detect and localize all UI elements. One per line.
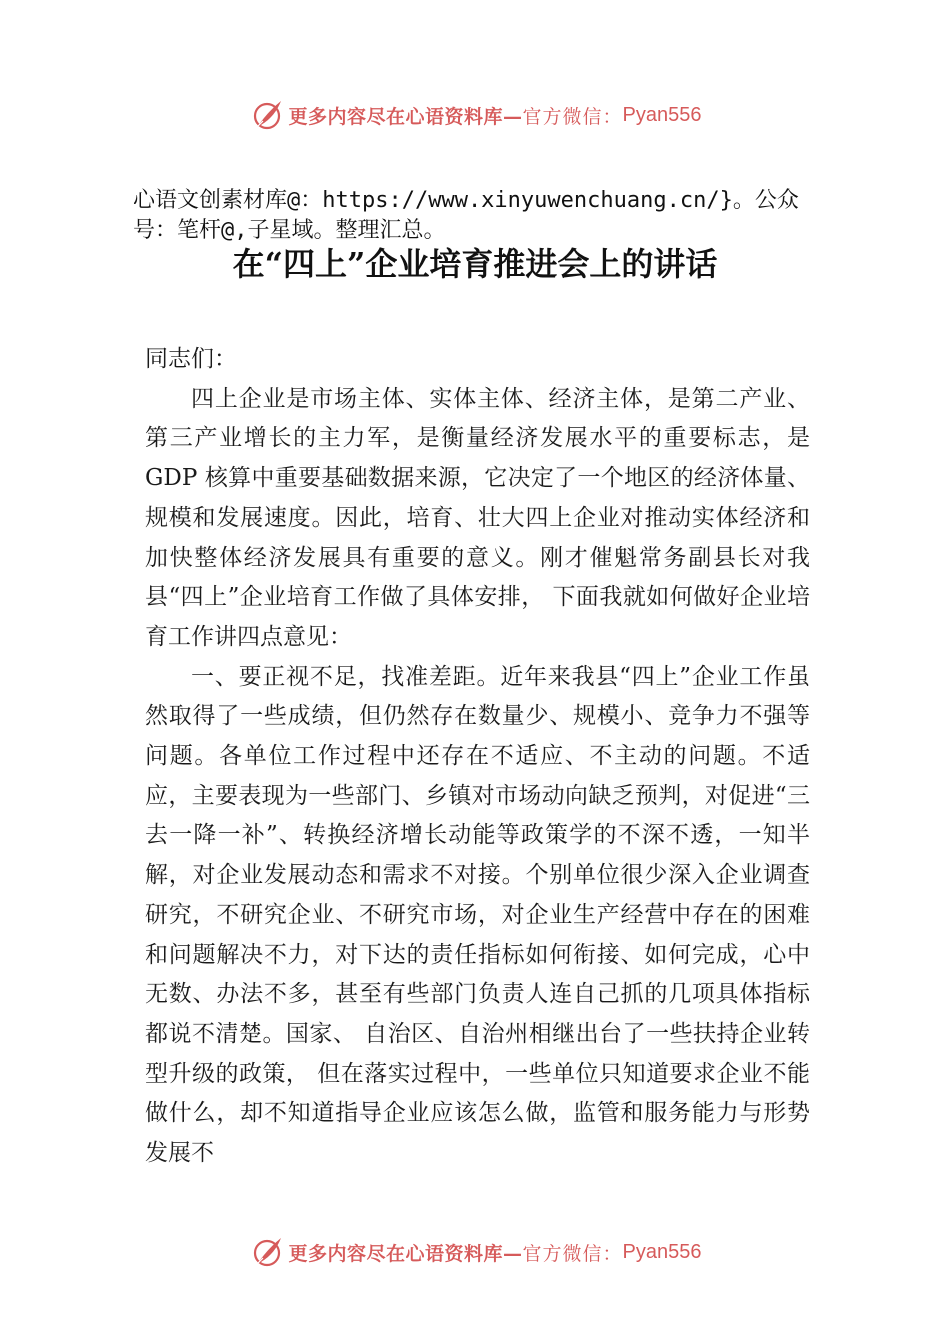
quill-pen-logo-icon — [249, 1234, 285, 1270]
document-title: 在“四上”企业培育推进会上的讲话 — [232, 245, 718, 283]
banner-wechat-label: 官方微信： — [522, 105, 623, 128]
paragraph: 四上企业是市场主体、实体主体、经济主体，是第二产业、第三产业增长的主力军，是衡量经济发展水平的重要标志，是 GDP 核算中重要基础数据来源，它决定了一个地区的经济体量、规模和发展速度。因此，培育、壮大四上企业对推动实体经济和加快整体经济发展具有重要的意义。刚才催魁常务副县长对我县“四上”企业培育工作做了具体安排， 下面我就如何做好企业培育工作讲四点意见： — [145, 385, 810, 650]
banner-wechat-label: 官方微信： — [522, 1242, 623, 1265]
document-body — [145, 340, 810, 1174]
banner-wechat-id: Pyan556 — [622, 103, 702, 126]
header-banner — [0, 95, 950, 135]
banner-wechat-id: Pyan556 — [622, 1240, 702, 1263]
salutation: 同志们： — [145, 346, 237, 372]
paragraph: 一、要正视不足，找准差距。近年来我县“四上”企业工作虽然取得了一些成绩，但仍然存在数量少、规模小、竞争力不强等问题。各单位工作过程中还存在不适应、不主动的问题。不适应，主要表现为一些部门、乡镇对市场动向缺乏预判，对促进“三去一降一补”、转换经济增长动能等政策学的不深不透，一知半解，对企业发展动态和需求不对接。个别单位很少深入企业调查研究，不研究企业、不研究市场，对企业生产经营中存在的困难和问题解决不力，对下达的责任指标如何衔接、如何完成，心中无数、办法不多，甚至有些部门负责人连自己抓的几项具体指标都说不清楚。国家、 自治区、自治州相继出台了一些扶持企业转型升级的政策， 但在落实过程中，一些单位只知道要求企业不能做什么，却不知道指导企业应该怎么做，监管和服务能力与形势发展不 — [145, 663, 810, 1167]
banner-text: 更多内容尽在心语资料库— — [288, 1242, 523, 1265]
source-line: 心语文创素材库@：https://www.xinyuwenchuang.cn/}。公众号：笔杆@,子星域。整理汇总。 — [133, 188, 799, 243]
footer-banner — [0, 1232, 950, 1272]
banner-text: 更多内容尽在心语资料库— — [288, 105, 523, 128]
quill-pen-logo-icon — [249, 97, 285, 133]
